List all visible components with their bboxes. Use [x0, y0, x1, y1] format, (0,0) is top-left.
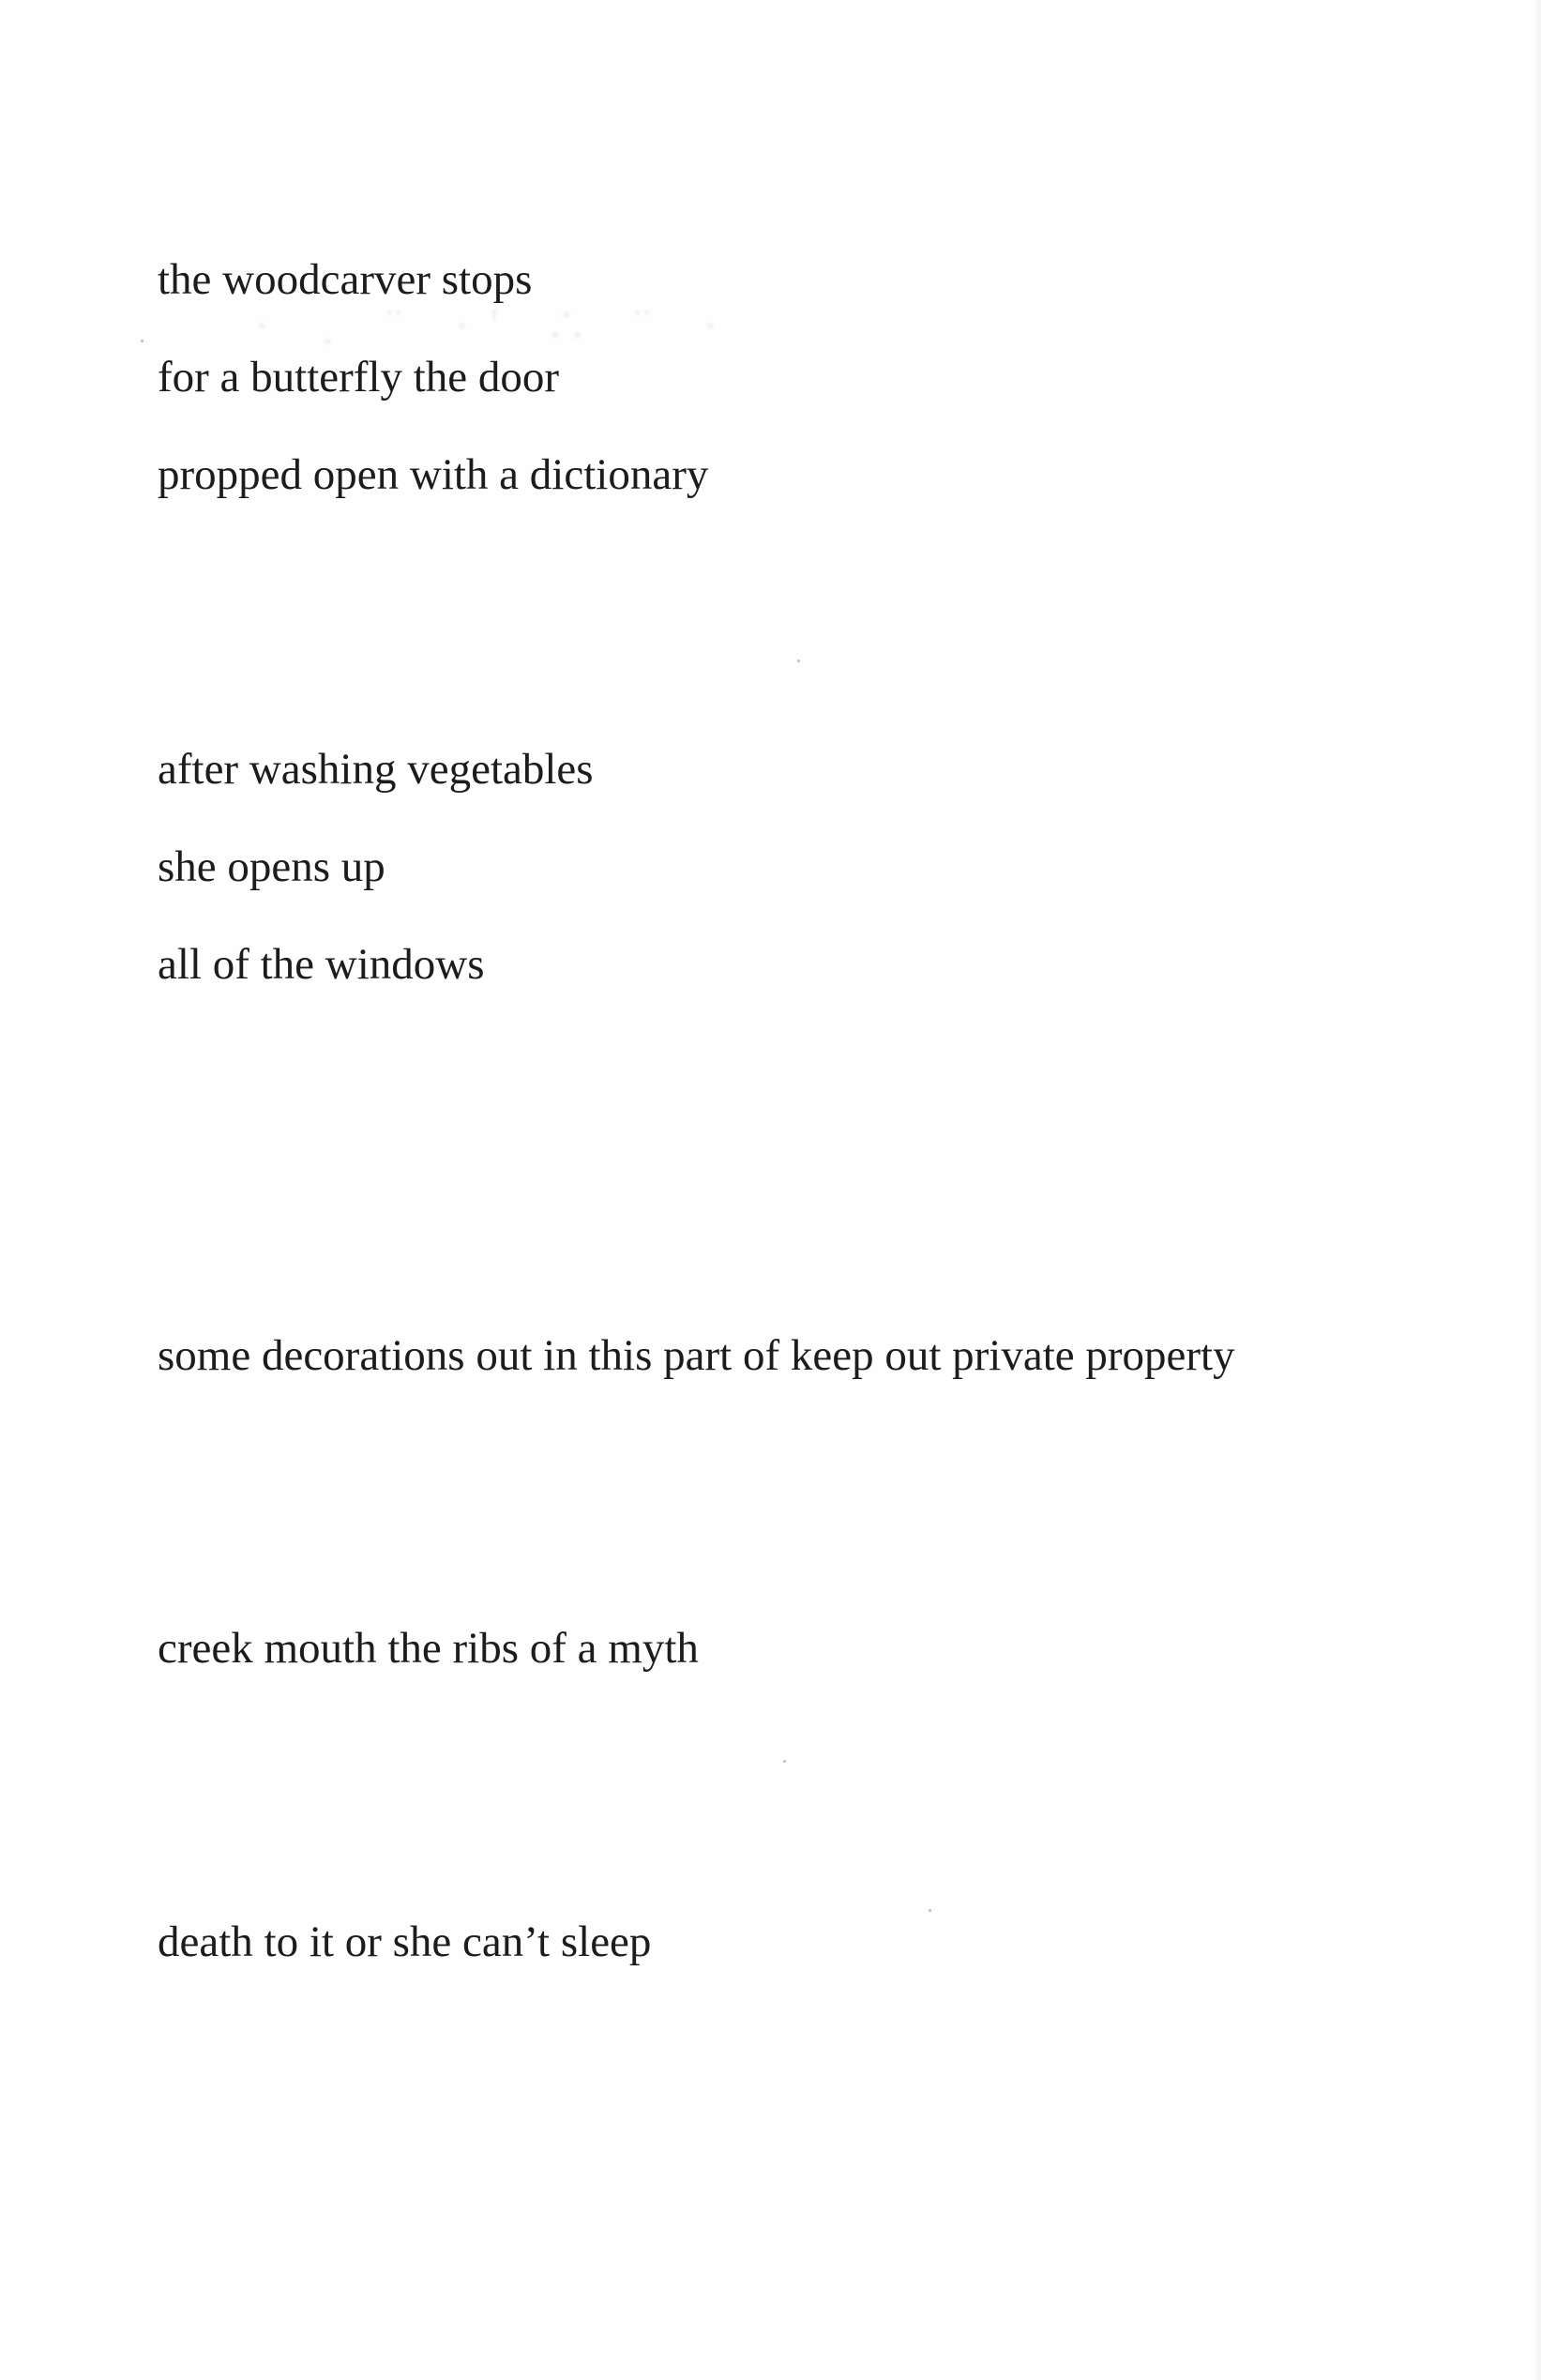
page-edge-shadow [1533, 0, 1541, 2380]
poem-line: after washing vegetables [158, 745, 594, 794]
poem-5 [158, 1893, 651, 1991]
paper-speck [929, 1909, 931, 1912]
poem-line: she opens up [158, 842, 385, 891]
bleed-through-smudge: · . ¨ ·' ∴ ¨ · [253, 297, 738, 356]
poem-2 [158, 720, 594, 1013]
poem-1 [158, 231, 708, 523]
poem-4 [158, 1599, 699, 1697]
paper-speck [141, 340, 144, 342]
poem-3 [158, 1307, 1235, 1404]
paper-speck [797, 659, 800, 662]
poem-line: all of the windows [158, 940, 485, 989]
poem-line: propped open with a dictionary [158, 450, 709, 499]
poem-line: creek mouth the ribs of a myth [158, 1624, 699, 1673]
poem-line: some decorations out in this part of keep out private property [158, 1331, 1235, 1380]
paper-speck [783, 1760, 786, 1763]
poem-line: the woodcarver stops [158, 255, 533, 304]
poem-line: for a butterfly the door [158, 353, 560, 402]
poem-line: death to it or she can’t sleep [158, 1918, 652, 1966]
